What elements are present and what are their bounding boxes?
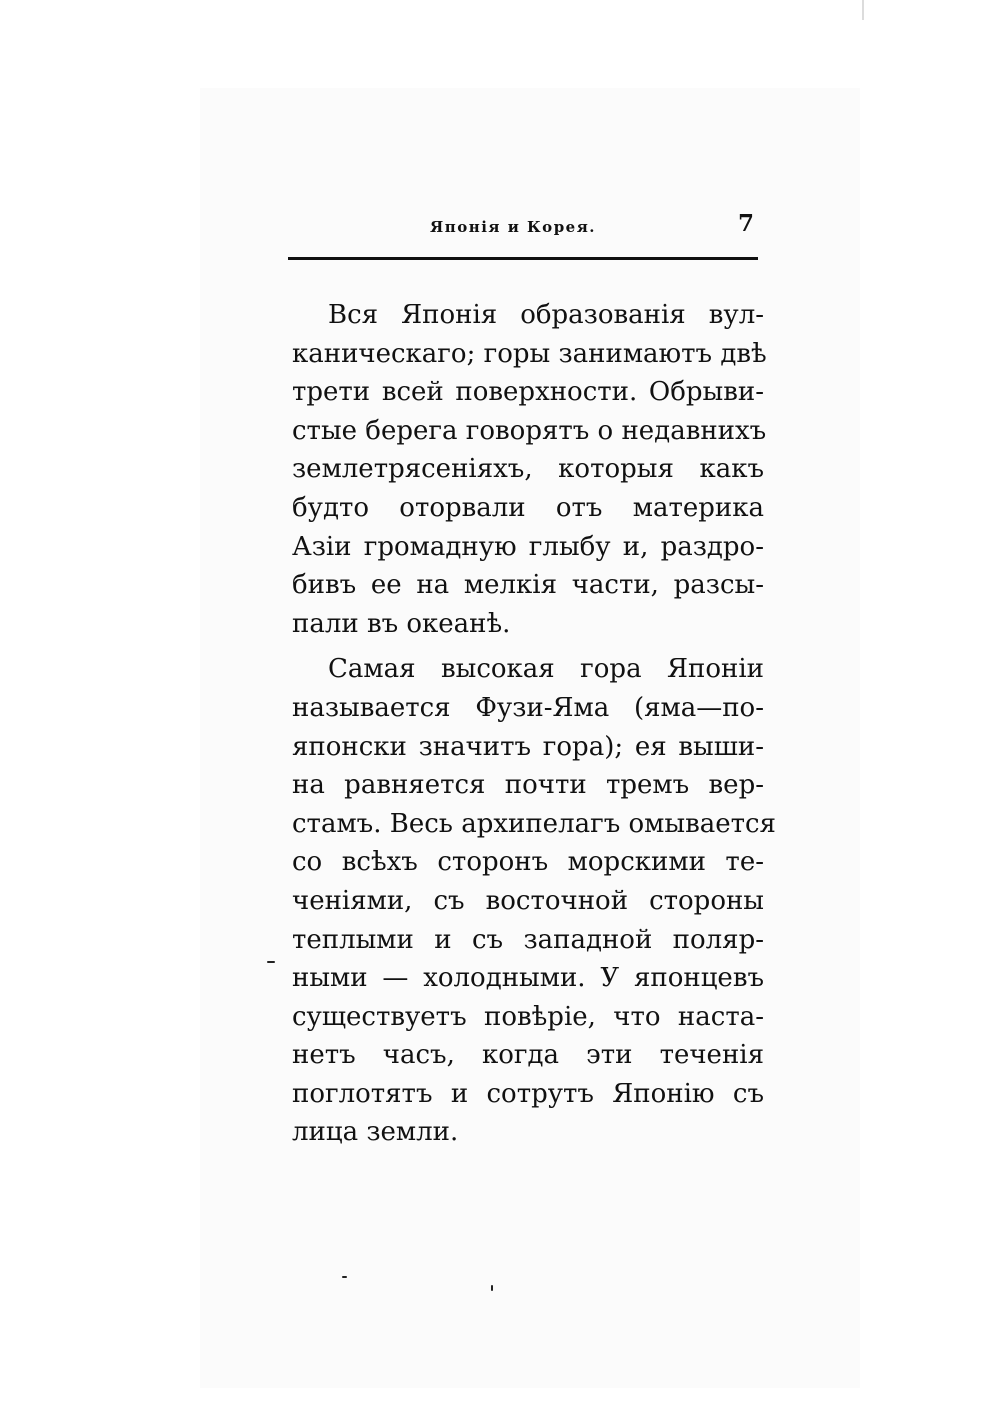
text-line: будто оторвали отъ материка [292,492,764,523]
running-title: Японія и Корея. [430,218,597,236]
text-line: поглотятъ и сотрутъ Японію съ [292,1078,764,1109]
text-line: ными — холодными. У японцевъ [292,963,764,994]
text-line: стамъ. Весь архипелагъ омывается [292,808,776,839]
text-line: теплыми и съ западной поляр- [292,924,764,955]
body-text [292,296,776,1152]
text-line: на равняется почти тремъ вер- [292,770,764,801]
header-rule [288,257,758,260]
running-header [290,212,760,242]
scan-speck [267,961,275,963]
text-line: трети всей поверхности. Обрыви- [292,377,764,408]
scan-speck [342,1276,347,1278]
text-line: называется Фузи-Яма (яма—по- [292,692,764,723]
text-line: существуетъ повѣріе, что наста- [292,1001,764,1032]
text-line: бивъ ее на мелкія части, разсы- [292,570,764,601]
text-line: Вся Японія образованія вул- [328,300,764,330]
text-line: нетъ часъ, когда эти теченія [292,1040,764,1071]
text-line: стые берега говорятъ о недавнихъ [292,415,767,446]
page-number: 7 [737,210,754,237]
paragraph-1 [292,296,767,643]
text-line: японски значитъ гора); ея выши- [292,731,764,762]
text-line: каническаго; горы занимаютъ двѣ [292,338,767,369]
text-line: землетрясеніяхъ, которыя какъ [292,454,764,485]
text-line: пали въ океанѣ. [292,608,511,639]
text-line: Азіи громадную глыбу и, раздро- [292,531,764,562]
text-line: Самая высокая гора Японіи [328,654,764,685]
text-line: ченіями, съ восточной стороны [292,885,764,916]
paragraph-2 [292,650,776,1152]
text-line: со всѣхъ сторонъ морскими те- [292,847,764,878]
scan-speck [491,1285,493,1291]
scan-edge-mark [862,0,864,20]
text-line: лица земли. [292,1117,459,1148]
paragraph-gap [292,643,764,650]
